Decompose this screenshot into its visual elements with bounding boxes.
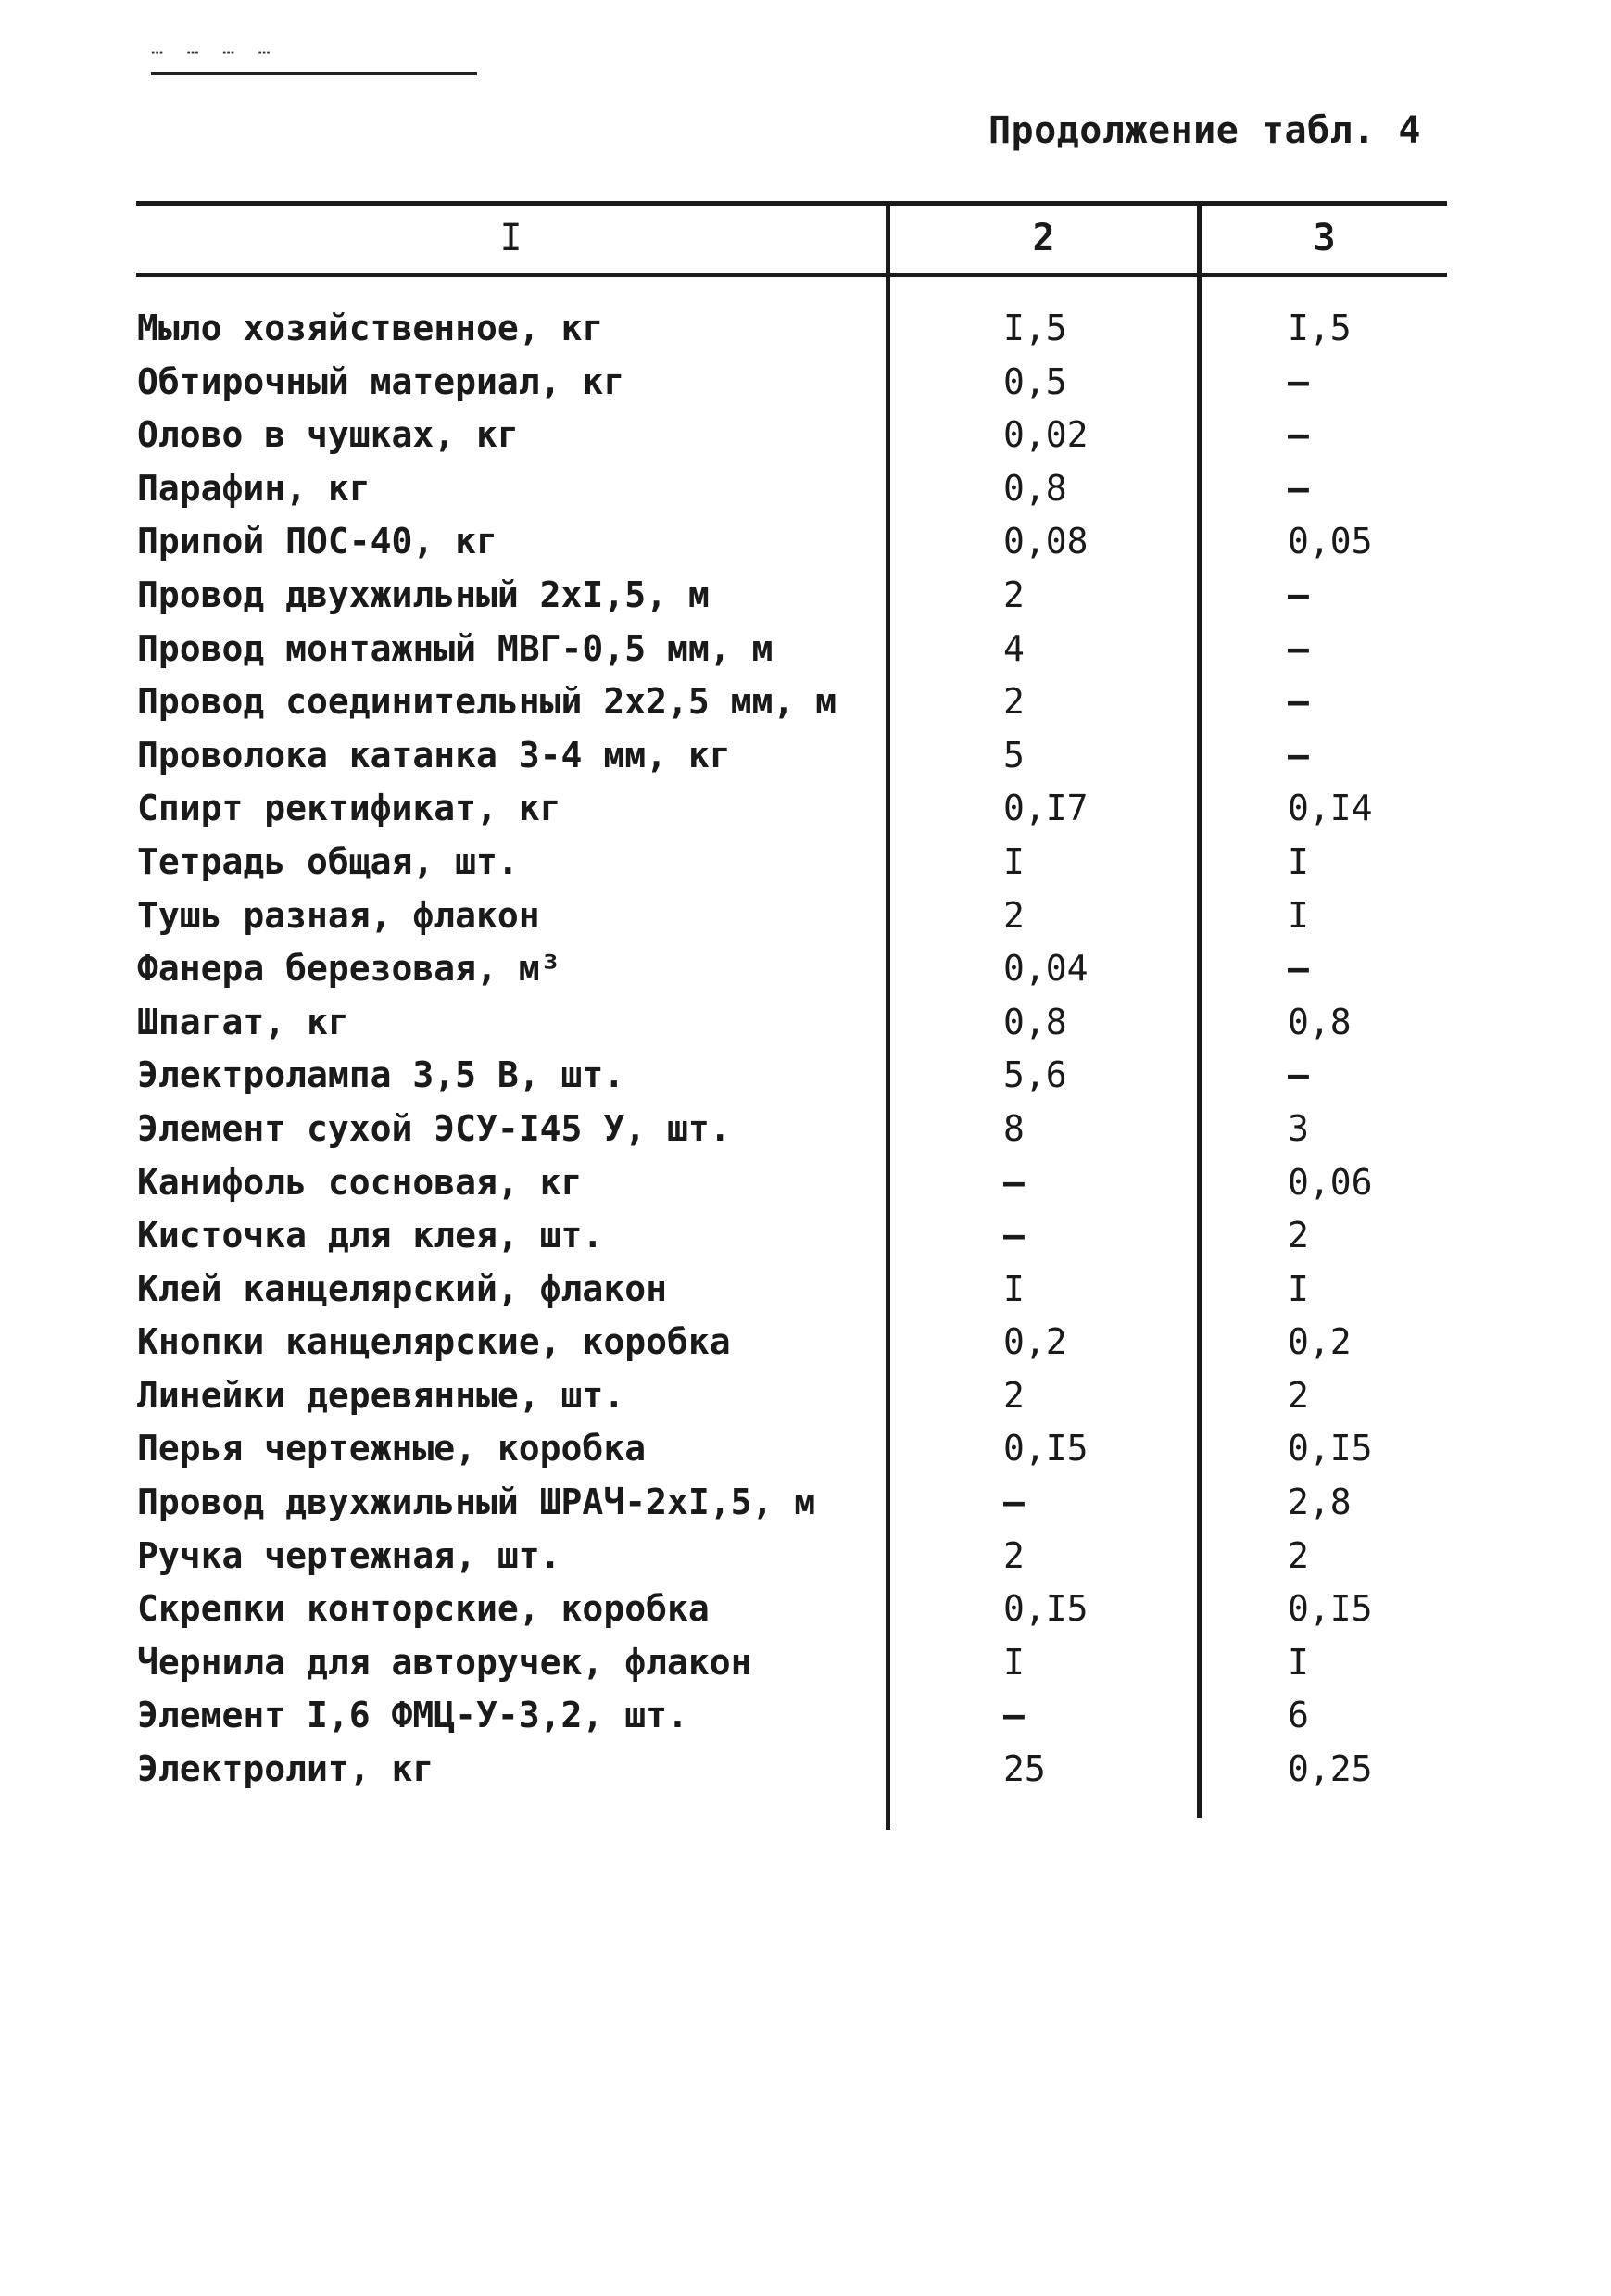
quantity-column-2: – — [1003, 1695, 1025, 1736]
quantity-column-3: 0,06 — [1288, 1161, 1373, 1203]
table-row — [0, 1316, 1611, 1369]
material-name: Припой ПОС-40, кг — [137, 521, 497, 562]
quantity-column-2: 0,I7 — [1003, 788, 1089, 829]
quantity-column-3: – — [1288, 948, 1309, 990]
quantity-column-2: 5,6 — [1003, 1054, 1067, 1096]
table-row — [0, 942, 1611, 996]
quantity-column-3: – — [1288, 681, 1309, 723]
material-name: Кисточка для клея, шт. — [137, 1215, 604, 1256]
table-header-rule — [136, 273, 1447, 277]
table-row — [0, 1422, 1611, 1476]
material-name: Электролампа 3,5 В, шт. — [137, 1054, 625, 1096]
quantity-column-2: 0,5 — [1003, 360, 1067, 402]
table-row — [0, 1369, 1611, 1423]
material-name: Проволока катанка 3-4 мм, кг — [137, 734, 731, 776]
document-code — [151, 37, 477, 74]
quantity-column-2: I,5 — [1003, 308, 1067, 348]
quantity-column-2: 2 — [1003, 1534, 1025, 1576]
table-top-rule — [136, 201, 1447, 206]
table-row — [0, 1743, 1611, 1797]
table-row — [0, 836, 1611, 889]
table-row — [0, 1209, 1611, 1263]
material-name: Кнопки канцелярские, коробка — [137, 1321, 731, 1363]
quantity-column-3: – — [1288, 734, 1309, 776]
material-name: Обтирочный материал, кг — [137, 360, 625, 402]
table-row — [0, 515, 1611, 569]
material-name: Тетрадь общая, шт. — [137, 840, 519, 882]
table-body — [0, 302, 1611, 1797]
quantity-column-2: 0,2 — [1003, 1321, 1067, 1363]
quantity-column-2: I — [1003, 840, 1025, 882]
material-name: Клей канцелярский, флакон — [137, 1268, 667, 1309]
quantity-column-3: 2,8 — [1288, 1482, 1352, 1523]
quantity-column-2: 0,04 — [1003, 948, 1089, 990]
material-name: Элемент I,6 ФМЦ-У-3,2, шт. — [137, 1695, 688, 1736]
material-name: Олово в чушках, кг — [137, 414, 519, 456]
quantity-column-3: I — [1288, 1641, 1309, 1683]
quantity-column-2: – — [1003, 1482, 1025, 1523]
quantity-column-2: – — [1003, 1215, 1025, 1256]
quantity-column-2: – — [1003, 1161, 1025, 1203]
material-name: Провод соединительный 2х2,5 мм, м — [137, 681, 837, 723]
document-code-text: … … … … — [151, 44, 276, 57]
quantity-column-3: 0,05 — [1288, 521, 1373, 562]
material-name: Парафин, кг — [137, 467, 371, 509]
quantity-column-2: 5 — [1003, 734, 1025, 776]
quantity-column-3: 0,I5 — [1288, 1588, 1373, 1630]
material-name: Тушь разная, флакон — [137, 894, 540, 936]
material-name: Электролит, кг — [137, 1748, 434, 1790]
quantity-column-2: 2 — [1003, 1374, 1025, 1416]
material-name: Перья чертежные, коробка — [137, 1428, 647, 1470]
quantity-column-3: 0,2 — [1288, 1321, 1352, 1363]
quantity-column-3: – — [1288, 467, 1309, 509]
quantity-column-3: 6 — [1288, 1695, 1309, 1736]
table-row — [0, 1636, 1611, 1690]
table-row — [0, 889, 1611, 943]
table-row — [0, 1476, 1611, 1530]
quantity-column-3: – — [1288, 360, 1309, 402]
quantity-column-2: 0,8 — [1003, 1001, 1067, 1042]
material-name: Элемент сухой ЭСУ-I45 У, шт. — [137, 1107, 731, 1149]
quantity-column-3: I — [1288, 1268, 1309, 1309]
quantity-column-3: I,5 — [1288, 308, 1352, 348]
material-name: Провод монтажный МВГ-0,5 мм, м — [137, 627, 774, 669]
quantity-column-2: 0,8 — [1003, 467, 1067, 509]
material-name: Шпагат, кг — [137, 1001, 349, 1042]
table-row — [0, 1263, 1611, 1317]
quantity-column-3: 2 — [1288, 1374, 1309, 1416]
quantity-column-2: 0,08 — [1003, 521, 1089, 562]
quantity-column-3: – — [1288, 1054, 1309, 1096]
quantity-column-2: I — [1003, 1268, 1025, 1309]
table-row — [0, 623, 1611, 676]
material-name: Канифоль сосновая, кг — [137, 1161, 583, 1203]
quantity-column-3: 2 — [1288, 1215, 1309, 1256]
quantity-column-2: 0,02 — [1003, 414, 1089, 456]
quantity-column-3: I — [1288, 894, 1309, 936]
quantity-column-3: – — [1288, 627, 1309, 669]
material-name: Ручка чертежная, шт. — [137, 1534, 561, 1576]
material-name: Провод двухжильный 2хI,5, м — [137, 574, 710, 615]
quantity-column-3: I — [1288, 840, 1309, 882]
table-continuation-title: Продолжение табл. 4 — [988, 109, 1421, 152]
table-row — [0, 302, 1611, 356]
table-row — [0, 1583, 1611, 1636]
table-row — [0, 569, 1611, 623]
quantity-column-3: 0,8 — [1288, 1001, 1352, 1042]
table-row — [0, 675, 1611, 729]
quantity-column-3: 3 — [1288, 1107, 1309, 1149]
material-name: Мыло хозяйственное, кг — [137, 308, 604, 348]
column-header-3: 3 — [1313, 217, 1336, 259]
column-header-2: 2 — [1032, 217, 1055, 259]
quantity-column-3: 0,25 — [1288, 1748, 1373, 1790]
material-name: Линейки деревянные, шт. — [137, 1374, 625, 1416]
quantity-column-2: 8 — [1003, 1107, 1025, 1149]
table-row — [0, 1530, 1611, 1583]
table-row — [0, 1049, 1611, 1103]
quantity-column-3: 0,I5 — [1288, 1428, 1373, 1470]
quantity-column-3: – — [1288, 414, 1309, 456]
table-row — [0, 1156, 1611, 1210]
quantity-column-2: 0,I5 — [1003, 1428, 1089, 1470]
table-row — [0, 729, 1611, 783]
material-name: Спирт ректификат, кг — [137, 788, 561, 829]
document-code-underline — [151, 72, 477, 75]
material-name: Провод двухжильный ШРАЧ-2хI,5, м — [137, 1482, 816, 1523]
quantity-column-2: 2 — [1003, 894, 1025, 936]
table-row — [0, 462, 1611, 516]
table-row — [0, 782, 1611, 836]
quantity-column-2: I — [1003, 1641, 1025, 1683]
material-name: Фанера березовая, м³ — [137, 948, 561, 990]
quantity-column-3: 0,I4 — [1288, 788, 1373, 829]
table-row — [0, 996, 1611, 1050]
material-name: Скрепки конторские, коробка — [137, 1588, 710, 1630]
table-row — [0, 356, 1611, 410]
quantity-column-2: 25 — [1003, 1748, 1046, 1790]
quantity-column-3: 2 — [1288, 1534, 1309, 1576]
table-row — [0, 1689, 1611, 1743]
quantity-column-2: 2 — [1003, 574, 1025, 615]
quantity-column-2: 4 — [1003, 627, 1025, 669]
table-row — [0, 1103, 1611, 1156]
table-row — [0, 409, 1611, 462]
material-name: Чернила для авторучек, флакон — [137, 1641, 752, 1683]
quantity-column-2: 0,I5 — [1003, 1588, 1089, 1630]
quantity-column-3: – — [1288, 574, 1309, 615]
quantity-column-2: 2 — [1003, 681, 1025, 723]
column-header-1: I — [499, 217, 522, 259]
